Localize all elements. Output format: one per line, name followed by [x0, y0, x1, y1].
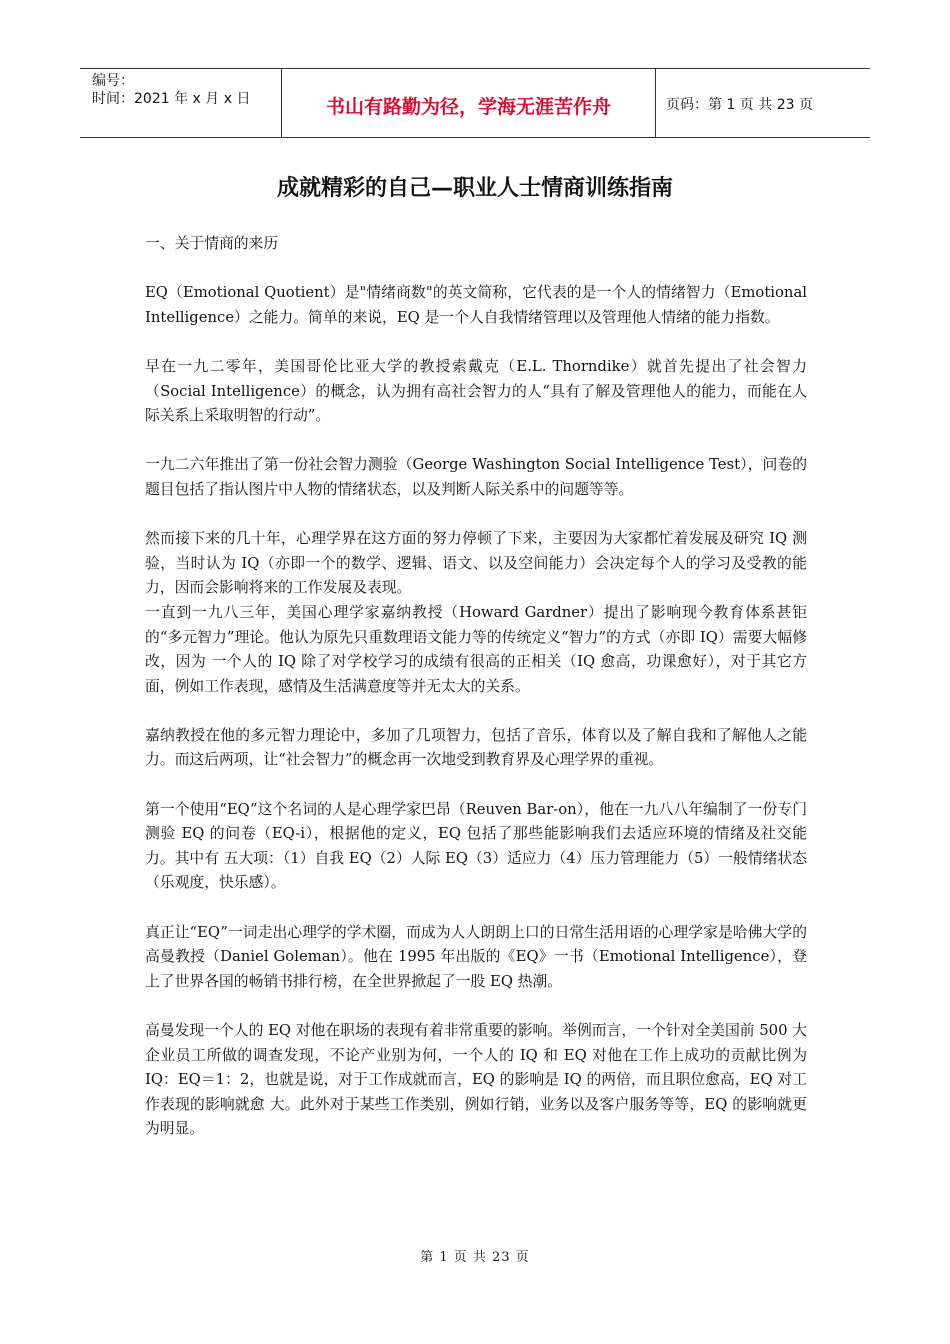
- motto: 书山有路勤为径，学海无涯苦作舟: [282, 69, 656, 137]
- page-footer: 第 1 页 共 23 页: [420, 1250, 530, 1265]
- paragraph: 嘉纳教授在他的多元智力理论中，多加了几项智力，包括了音乐，体育以及了解自我和了解他人之能力。而这后两项，让“社会智力”的概念再一次地受到教育界及心理学界的重视。: [145, 726, 807, 769]
- document-body: [145, 232, 807, 1142]
- document-title: 成就精彩的自己—职业人士情商训练指南: [276, 176, 673, 201]
- section-heading: 一、关于情商的来历: [145, 235, 279, 252]
- paragraph: 一直到一九八三年，美国心理学家嘉纳教授（Howard Gardner）提出了影响现今教育体系甚钜的“多元智力”理论。他认为原先只重数理语文能力等的传统定义“智力”的方式（亦即 IQ）需要大幅修改，因为 一个人的 IQ 除了对学校学习的成绩有很高的正相关（IQ 愈高，功课愈好），对于其它方面，例如工作表现，感情及生活满意度等并无太大的关系。: [145, 603, 807, 695]
- paragraph: 真正让“EQ”一词走出心理学的学术圈，而成为人人朗朗上口的日常生活用语的心理学家是哈佛大学的高曼教授（Daniel Goleman）。他在 1995 年出版的《EQ》一书（Emotional Intelligence），登上了世界各国的畅销书排行榜，在全世界掀起了一股 EQ 热潮。: [145, 923, 807, 990]
- paragraph: 然而接下来的几十年，心理学界在这方面的努力停顿了下来，主要因为大家都忙着发展及研究 IQ 测验，当时认为 IQ（亦即一个的数学、逻辑、语文、以及空间能力）会决定每个人的学习及受教的能力，因而会影响将来的工作发展及表现。: [145, 530, 807, 597]
- header-meta-cell: [80, 69, 282, 137]
- number-label: 编号：: [92, 73, 134, 89]
- paragraph: 第一个使用“EQ”这个名词的人是心理学家巴昂（Reuven Bar-on），他在一九八八年编制了一份专门测验 EQ 的问卷（EQ-i），根据他的定义，EQ 包括了那些能影响我们去适应环境的情绪及社交能力。其中有 五大项：（1）自我 EQ（2）人际 EQ（3）适应力（4）压力管理能力（5）一般情绪状态（乐观度，快乐感）。: [145, 800, 807, 892]
- paragraph: 早在一九二零年，美国哥伦比亚大学的教授索戴克（E.L. Thorndike）就首先提出了社会智力（Social Intelligence）的概念，认为拥有高社会智力的人“具有了解及管理他人的能力，而能在人际关系上采取明智的行动”。: [145, 357, 807, 425]
- time-label: 时间：2021 年 x 月 x 日: [92, 91, 251, 107]
- paragraph: 高曼发现一个人的 EQ 对他在职场的表现有着非常重要的影响。举例而言，一个针对全美国前 500 大企业员工所做的调查发现，不论产业别为何，一个人的 IQ 和 EQ 对他在工作上成功的贡献比例为 IQ：EQ＝1：2，也就是说，对于工作成就而言，EQ 的影响是 IQ 的两倍，而且职位愈高，EQ 对工作表现的影响就愈 大。此外对于某些工作类别，例如行销，业务以及客户服务等等，EQ 的影响就更为明显。: [145, 1022, 807, 1138]
- paragraph: EQ（Emotional Quotient）是"情绪商数"的英文简称，它代表的是一个人的情绪智力（Emotional Intelligence）之能力。简单的来说，EQ 是一个人自我情绪管理以及管理他人情绪的能力指数。: [145, 284, 807, 326]
- page-info: 页码：第 1 页 共 23 页: [666, 97, 813, 113]
- paragraph: 一九二六年推出了第一份社会智力测验（George Washington Social Intelligence Test），问卷的题目包括了指认图片中人物的情绪状态，以及判断人际关系中的问题等等。: [145, 456, 807, 498]
- document-header: [80, 68, 870, 138]
